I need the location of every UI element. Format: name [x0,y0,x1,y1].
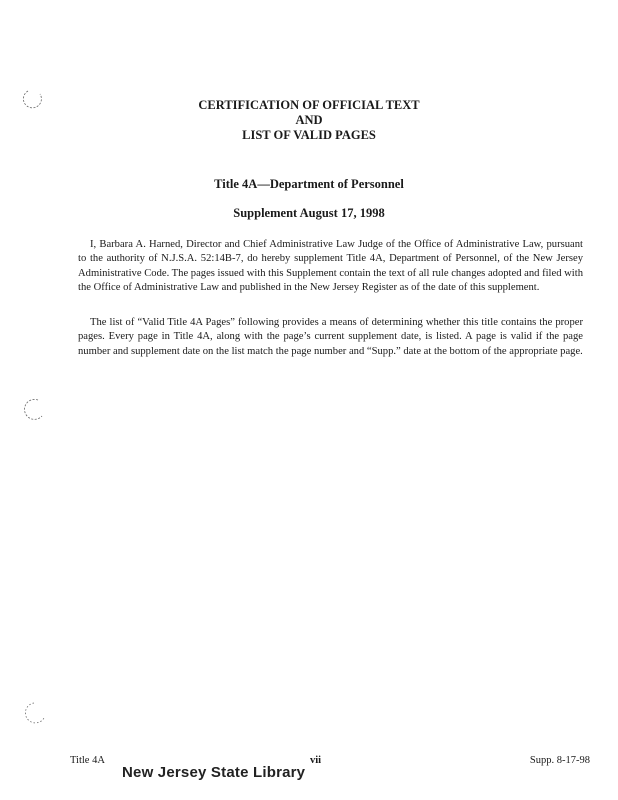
heading-line-3: LIST OF VALID PAGES [242,128,376,142]
footer-page-number: vii [310,755,322,766]
paragraph-text: I, Barbara A. Harned, Director and Chief Administrative Law Judge of the Office of Administrative Law, pursuant to the authority of N.J.S.A. 52:14B-7, do hereby supplement Title 4A, Department of Personnel, of the New Jersey Administrative Code. The pages issued with this Supplement contain the text of all rule changes adopted and filed with the Office of Administrative Law and published in the New Jersey Register as of the date of this supplement. [78,239,583,294]
heading-line-1: CERTIFICATION OF OFFICIAL TEXT [198,98,420,112]
certification-paragraph [78,238,583,296]
instructions-paragraph [78,316,583,359]
paragraph-text: The list of “Valid Title 4A Pages” following provides a means of determining whether this title contains the proper pages. Every page in Title 4A, along with the page’s current supplement date, is listed. A page is valid if the page number and supplement date on the list match the page number and “Supp.” date at the bottom of the appropriate page. [78,317,583,357]
binder-hole-mark [20,396,46,422]
title-name: Title 4A—Department of Personnel [214,177,404,191]
heading-line-2: AND [295,113,323,127]
footer-title: Title 4A [70,755,105,766]
supplement-date: Supplement August 17, 1998 [233,206,385,220]
library-stamp: New Jersey State Library [122,764,306,781]
certification-heading [0,98,618,143]
footer-supplement: Supp. 8-17-98 [529,755,590,766]
binder-hole-mark [20,700,46,726]
